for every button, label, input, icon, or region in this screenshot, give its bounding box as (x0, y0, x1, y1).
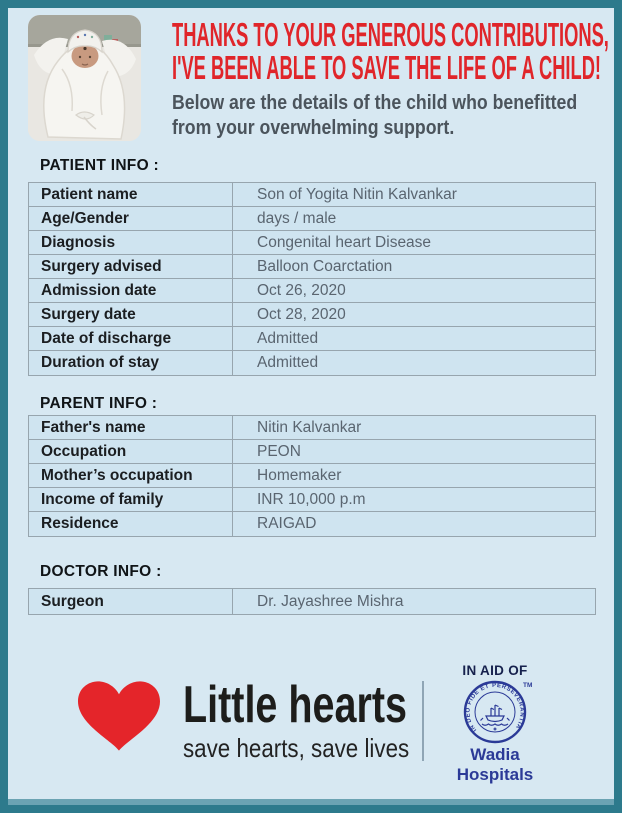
table-row (29, 416, 595, 440)
row-label: Surgeon (29, 589, 233, 614)
table-row (29, 440, 595, 464)
row-value: Admitted (257, 354, 319, 371)
table-row (29, 589, 595, 614)
row-value: Oct 28, 2020 (257, 305, 346, 323)
wadia-seal-icon (463, 680, 533, 744)
row-label: Diagnosis (29, 231, 233, 254)
row-label: Income of family (29, 488, 233, 511)
table-row (29, 327, 595, 351)
table-row (29, 183, 595, 207)
table-row (29, 512, 595, 536)
row-label: Mother’s occupation (29, 464, 233, 487)
in-aid-of-label: IN AID OF (462, 663, 528, 678)
row-label: Admission date (29, 279, 233, 302)
row-value: Homemaker (257, 466, 342, 484)
row-label: Duration of stay (29, 351, 233, 375)
parent-info-table (28, 415, 596, 537)
row-label: Father's name (29, 416, 233, 439)
table-row (29, 488, 595, 512)
baby-photo-illustration (28, 15, 141, 141)
table-row (29, 255, 595, 279)
table-row (29, 351, 595, 375)
wadia-seal-svg (463, 680, 527, 744)
row-label: Patient name (29, 183, 233, 206)
subtitle: Below are the details of the child who benefitted from your overwhelming support. (172, 92, 578, 139)
row-value: Admitted (257, 329, 319, 347)
row-label: Residence (29, 512, 233, 536)
row-value: RAIGAD (257, 515, 317, 532)
flyer-content (8, 8, 614, 805)
brand-title: Little hearts (183, 676, 407, 734)
footer-divider (422, 681, 424, 761)
row-value: Congenital heart Disease (257, 233, 432, 251)
row-label: Occupation (29, 440, 233, 463)
table-row (29, 231, 595, 255)
row-label: Age/Gender (29, 207, 233, 230)
section-title-patient-info: PATIENT INFO : (40, 157, 160, 174)
table-row (29, 464, 595, 488)
section-title-doctor-info: DOCTOR INFO : (40, 563, 162, 580)
baby-photo (28, 15, 141, 141)
seal-tm: TM (523, 682, 533, 689)
row-value: Son of Yogita Nitin Kalvankar (257, 185, 457, 203)
doctor-info-table (28, 588, 596, 615)
in-aid-of-block (436, 663, 554, 785)
headline-line1: THANKS TO YOUR GENEROUS CONTRIBUTIONS, (172, 16, 609, 53)
table-row (29, 207, 595, 231)
table-row (29, 279, 595, 303)
seal-motto: IN DEO FIDE ET PERSEVERANTIA (465, 682, 525, 733)
row-value: Nitin Kalvankar (257, 418, 362, 436)
row-value: Balloon Coarctation (257, 257, 393, 275)
headline-line2: I'VE BEEN ABLE TO SAVE THE LIFE OF A CHILD! (172, 49, 602, 86)
row-value: Dr. Jayashree Mishra (257, 592, 404, 610)
table-row (29, 303, 595, 327)
row-label: Surgery date (29, 303, 233, 326)
row-value: PEON (257, 442, 301, 460)
little-hearts-logo (183, 676, 478, 763)
brand-tagline: save hearts, save lives (183, 733, 410, 763)
heart-icon (78, 680, 160, 752)
row-value: Oct 26, 2020 (257, 281, 346, 299)
row-label: Date of discharge (29, 327, 233, 350)
row-value: INR 10,000 p.m (257, 490, 366, 508)
row-value: days / male (257, 209, 337, 227)
patient-info-table (28, 182, 596, 376)
section-title-parent-info: PARENT INFO : (40, 395, 158, 412)
headline (172, 18, 614, 84)
hospital-name: Wadia Hospitals (456, 745, 534, 784)
row-label: Surgery advised (29, 255, 233, 278)
